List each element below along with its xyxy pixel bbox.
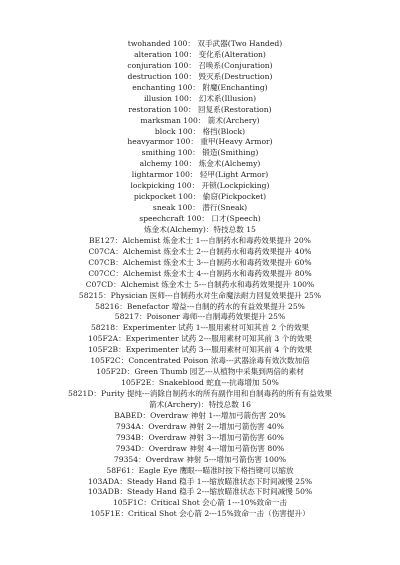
skill-line-enchanting: enchanting 100： 附魔(Enchanting) (132, 82, 268, 92)
perk-line: 105F1E：Critical Shot 会心箭 2---15%致命一击（伤害提升） (90, 509, 310, 519)
perk-line: 7934A：Overdraw 神射 2---增加弓箭伤害 40% (116, 421, 284, 431)
perk-line: 7934B：Overdraw 神射 3---增加弓箭伤害 60% (115, 432, 285, 442)
perk-line: C07CD：Alchemist 炼金术士 5---自制药水和毒药效果提升 100% (85, 279, 315, 289)
skill-line-pickpocket: pickpocket 100： 偷窃(Pickpocket) (133, 192, 267, 202)
perk-line: 105F2E：Snakeblood 蛇血---抗毒增加 50% (121, 378, 279, 388)
perk-line: 103ADA：Steady Hand 稳手 1---缩放瞄准状态下时间减慢 25% (87, 476, 313, 486)
perk-line: 58217：Poisoner 毒师---自制毒药效果提升 25% (114, 312, 286, 322)
perk-line: 58215：Physician 医师---自制药水对生命魔法耐力回复效果提升 25% (78, 290, 322, 300)
perk-line: 5821D：Purity 提纯---消除自制药水的所有副作用和自制毒药的所有有益效果 (68, 389, 332, 398)
perk-line: 58F61：Eagle Eye 鹰眼---瞄准时按下格挡键可以缩放 (106, 465, 294, 475)
skill-line-destruction: destruction 100： 毁灭系(Destruction) (127, 71, 273, 81)
perk-line: 58216：Benefactor 增益---自制的药水的有益效果提升 25% (95, 301, 305, 311)
text-block (0, 39, 400, 520)
skill-line-alchemy: alchemy 100： 炼金术(Alchemy) (139, 159, 261, 169)
perk-line: 105F2C：Concentrated Poison 浓毒---武器涂毒有效次数加倍 (90, 356, 310, 366)
perk-line: 103ADB：Steady Hand 稳手 2---缩放瞄准状态下时间减慢 50% (87, 487, 313, 497)
skill-line-speechcraft: speechcraft 100： 口才(Speech) (139, 214, 261, 223)
perk-line: 58218：Experimenter 试药 1---服用素材可知其首 2 个的效果 (90, 323, 310, 333)
perk-line: 105F1C：Critical Shot 会心箭 1---10%致命一击 (112, 498, 288, 508)
section-heading-alchemy: 炼金术(Alchemy)：特技总数 15 (144, 224, 256, 234)
perk-line: 105F2B：Experimenter 试药 3---服用素材可知其前 4 个的效果 (87, 345, 313, 355)
skill-line-alteration: alteration 100： 变化系(Alteration) (134, 49, 266, 59)
perk-line: C07CB：Alchemist 炼金术士 3---自制药水和毒药效果提升 60% (88, 257, 312, 267)
skill-line-restoration: restoration 100： 回复系(Restoration) (128, 104, 272, 114)
perk-line: BE127：Alchemist 炼金术士 1---自制药水和毒药效果提升 20% (89, 235, 311, 245)
skill-line-smithing: smithing 100： 锻造(Smithing) (141, 148, 259, 158)
skill-line-heavyarmor: heavyarmor 100： 重甲(Heavy Armor) (127, 137, 273, 147)
skill-line-twohanded: twohanded 100： 双手武器(Two Handed) (127, 39, 283, 48)
skill-line-lockpicking: lockpicking 100： 开锁(Lockpicking) (130, 181, 270, 191)
perk-line: 79354：Overdraw 神射 5---增加弓箭伤害 100% (113, 454, 287, 464)
skill-line-block: block 100： 格挡(Block) (154, 126, 246, 136)
perk-line: C07CC：Alchemist 炼金术士 4---自制药水和毒药效果提升 80% (88, 268, 312, 278)
section-heading-archery: 箭术(Archery)：特技总数 16 (149, 399, 251, 409)
skill-line-sneak: sneak 100： 潜行(Sneak) (152, 203, 248, 213)
perk-line: 105F2A：Experimenter 试药 2---服用素材可知其前 3 个的效果 (88, 334, 312, 344)
skill-line-lightarmor: lightarmor 100： 轻甲(Light Armor) (131, 170, 269, 180)
skill-line-illusion: illusion 100： 幻术系(Illusion) (143, 93, 257, 103)
skill-line-conjuration: conjuration 100： 召唤系(Conjuration) (127, 60, 273, 70)
perk-line: 7934D：Overdraw 神射 4---增加弓箭伤害 80% (115, 443, 285, 453)
perk-line: BABED：Overdraw 神射 1---增加弓箭伤害 20% (114, 410, 286, 420)
skill-line-marksman: marksman 100： 箭术(Archery) (140, 115, 260, 125)
perk-line: C07CA：Alchemist 炼金术士 2---自制药水和毒药效果提升 40% (88, 246, 312, 256)
perk-line: 105F2D：Green Thumb 园艺---从植物中采集到两倍的素材 (96, 367, 304, 377)
